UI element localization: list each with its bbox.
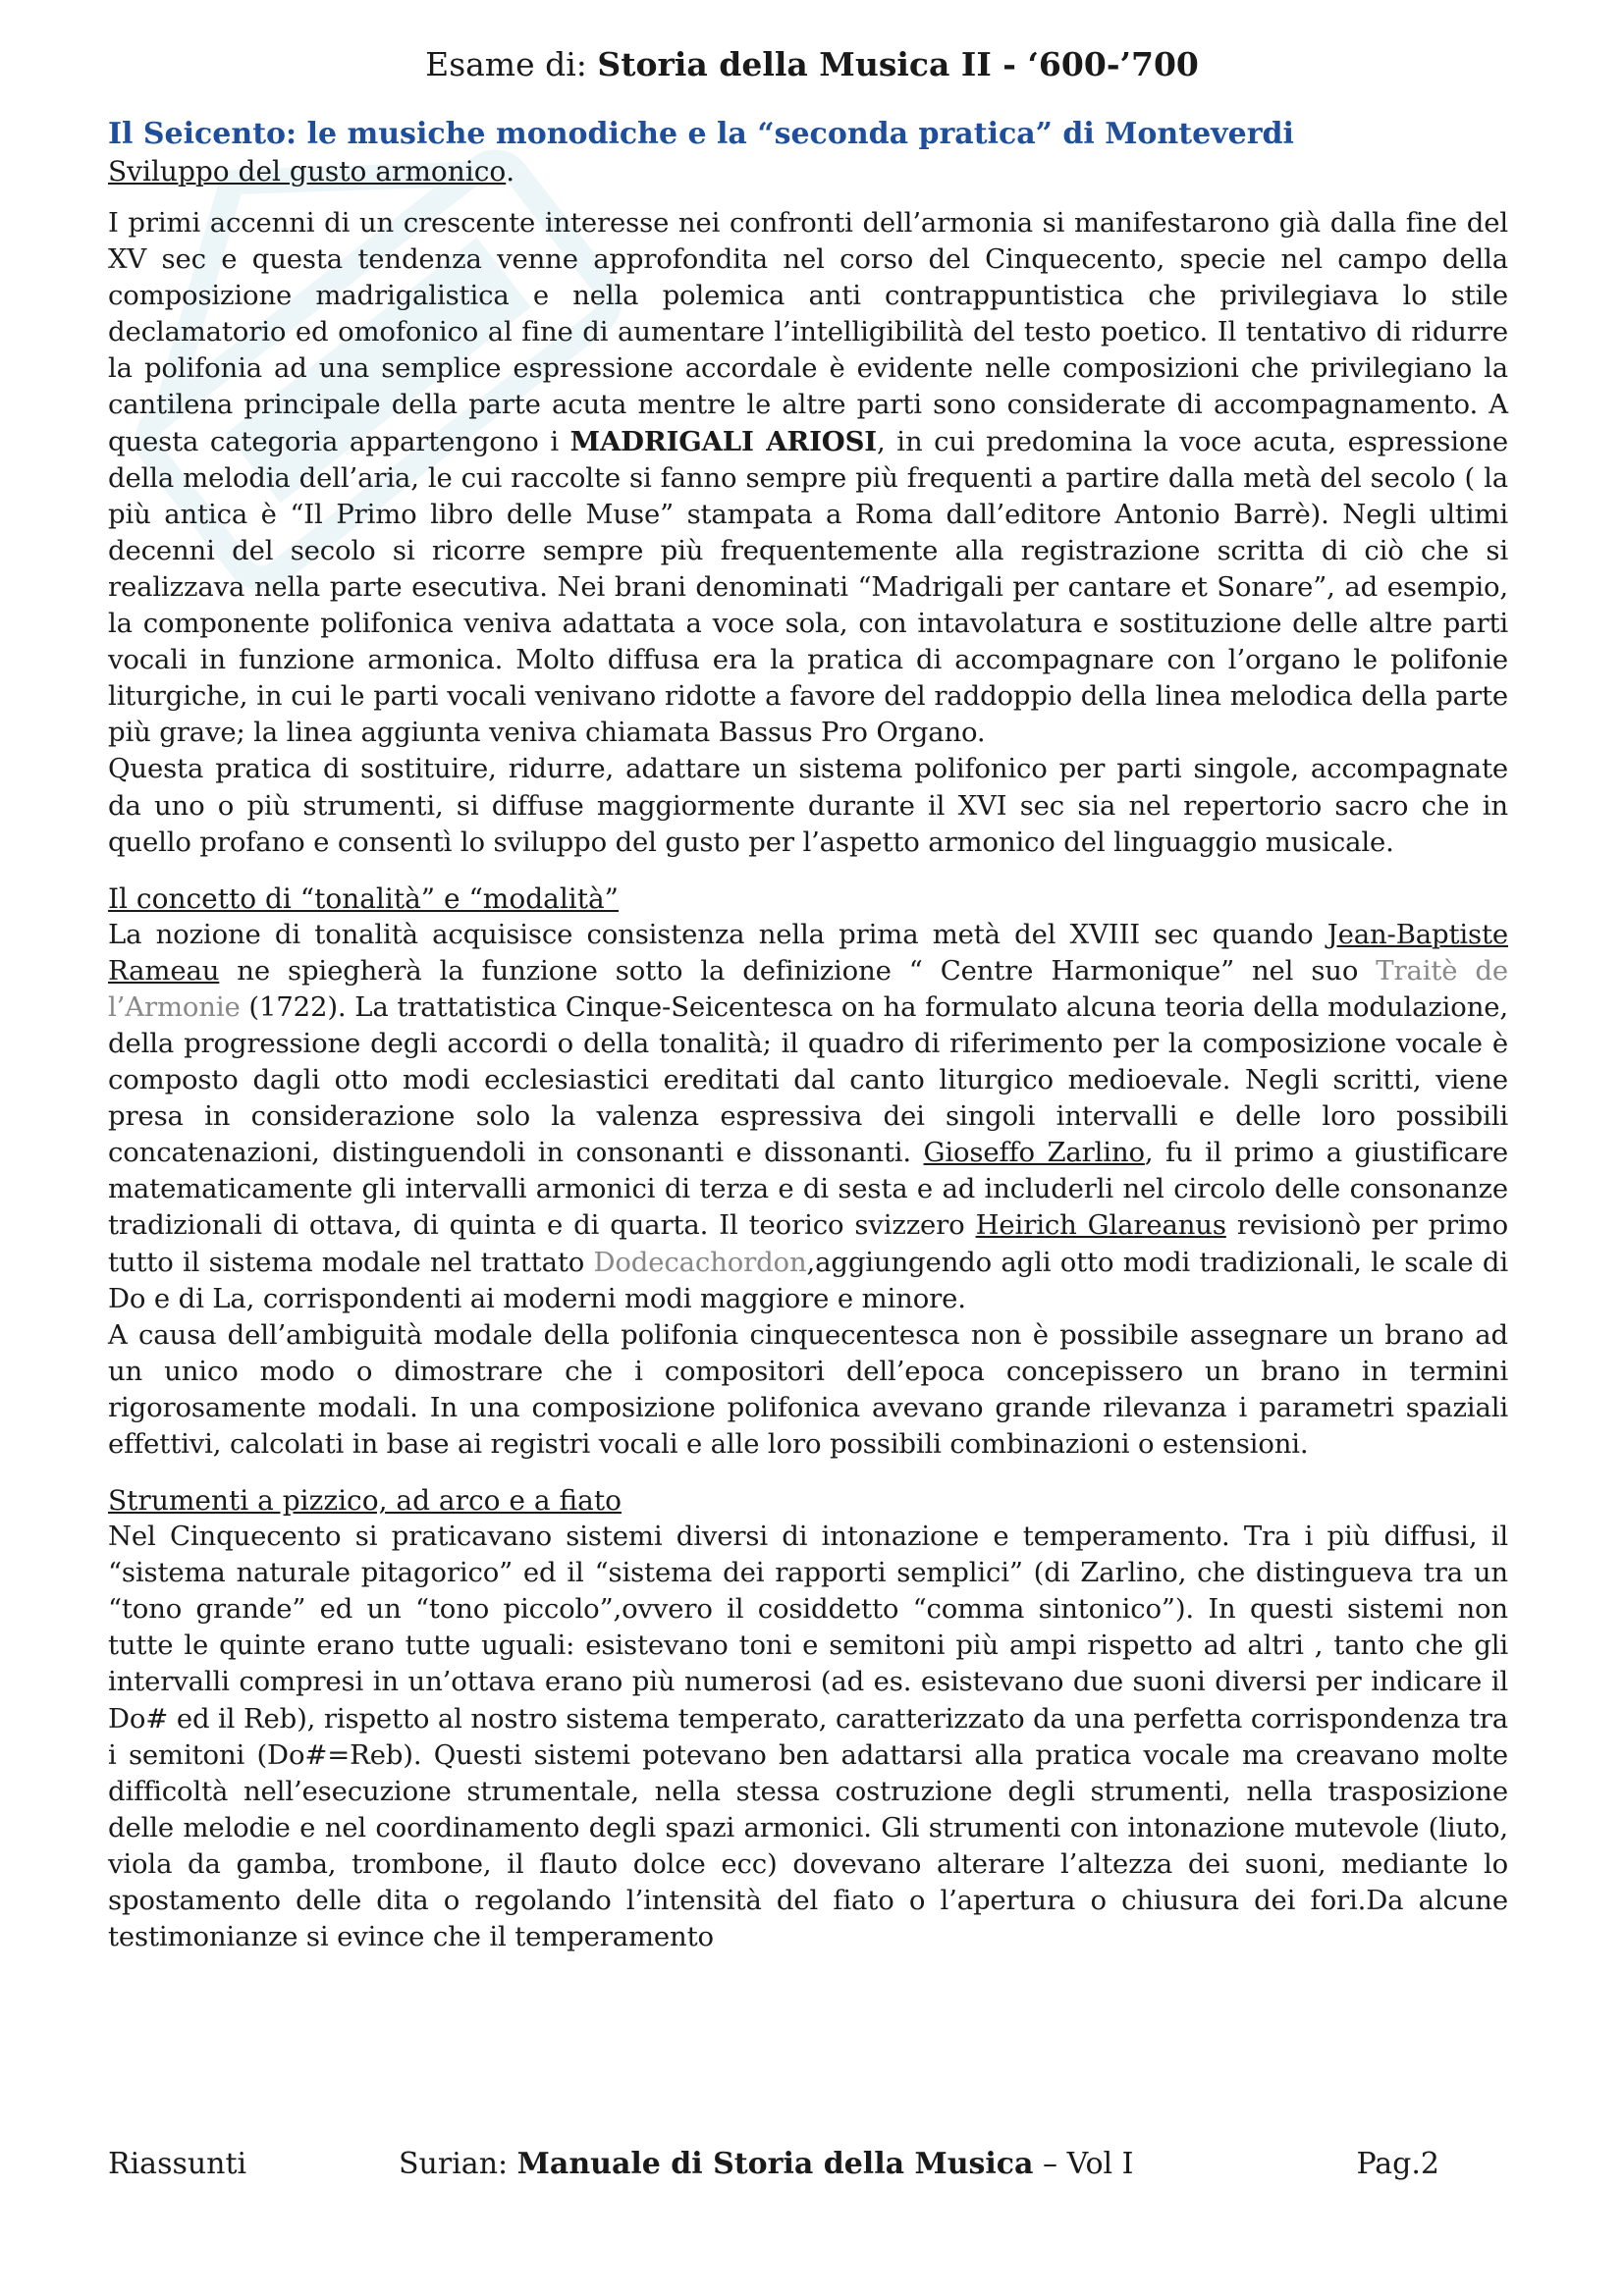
header-prefix: Esame di: (425, 45, 598, 83)
footer-book-title (399, 2143, 1134, 2186)
paragraph-tonalita-1-text-d: , fu il primo a giustificare matematicamente gli intervalli armonici di terza e di sesta e ad includerli nel circolo delle consonanze tradizionali di ottava, di quinta e di quarta. Il teorico svizzero (108, 1137, 1509, 1242)
footer-left-label: Riassunti (108, 2147, 247, 2181)
paragraph-tonalita-1-text-b: ne spiegherà la funzione sotto la definizione “ Centre Harmonique” nel suo (219, 954, 1377, 987)
paragraph-strumenti-1: Nel Cinquecento si praticavano sistemi diversi di intonazione e temperamento. Tra i più diffusi, il “sistema naturale pitagorico” ed il “sistema dei rapporti semplici” (di Zarlino, che distingueva tra un “tono grande” ed un “tono piccolo”,ovvero il cosiddetto “comma sintonico”). In questi sistemi non tutte le quinte erano tutte uguali: esistevano toni e semitoni più ampi rispetto ad altri , tanto che gli intervalli compresi in un’ottava erano più numerosi (ad es. esistevano due suoni diversi per indicare il Do# ed il Reb), rispetto al nostro sistema temperato, caratterizzato da una perfetta corrispondenza tra i semitoni (Do#=Reb). Questi sistemi potevano ben adattarsi alla pratica vocale ma creavano molte difficoltà nell’esecuzione strumentale, nella stessa costruzione degli strumenti, nella trasposizione delle melodie e nel coordinamento degli spazi armonici. Gli strumenti con intonazione mutevole (liuto, viola da gamba, trombone, il flauto dolce ecc) dovevano alterare l’altezza dei suoni, mediante lo spostamento delle dita o regolando l’intensità del fiato o l’apertura o chiusura dei fori.Da alcune testimonianze si evince che il temperamento (108, 1521, 1508, 1953)
document-content (108, 116, 1508, 1955)
paragraph-gusto-1-text-a: I primi accenni di un crescente interesse nei confronti dell’armonia si manifestarono già dalla fine del XV sec e questa tendenza venne approfondita nel corso del Cinquecento, specie nel campo della composizione madrigalistica e nella polemica anti contrappuntistica che privilegiava lo stile declamatorio ed omofonico al fine di aumentare l’intelligibilità del testo poetico. Il tentativo di ridurre la polifonia ad una semplice espressione accordale è evidente nelle composizioni che privilegiano la cantilena principale della parte acuta mentre le altre parti sono considerate di accompagnamento. A questa categoria appartengono i (108, 207, 1508, 457)
page-header (0, 43, 1624, 86)
paragraph-gusto-1 (108, 205, 1508, 751)
link-gioseffo-zarlino[interactable]: Gioseffo Zarlino (923, 1137, 1145, 1169)
page-title: Il Seicento: le musiche monodiche e la “seconda pratica” di Monteverdi (108, 117, 1294, 151)
dodecachordon-title: Dodecachordon (593, 1246, 807, 1278)
madrigali-ariosi-term: MADRIGALI ARIOSI (569, 425, 878, 457)
paragraph-tonalita-1-text-c: (1722). La trattatistica Cinque-Seicentesca on ha formulato alcuna teoria della modulazione, della progressione degli accordi o della tonalità; il quadro di riferimento per la composizione vocale è composto dagli otto modi ecclesiastici ereditati dal canto liturgico medioevale. Negli scritti, viene presa in considerazione solo la valenza espressiva dei singoli intervalli e delle loro possibili concatenazioni, distinguendoli in consonanti e dissonanti. (108, 990, 1508, 1169)
footer-volume: – Vol I (1033, 2147, 1134, 2181)
paragraph-tonalita-1-text-f: ,aggiungendo agli otto modi tradizionali, le scale di Do e di La, corrispondenti ai moderni modi maggiore e minore. (108, 1246, 1508, 1314)
paragraph-gusto-2: Questa pratica di sostituire, ridurre, adattare un sistema polifonico per parti singole, accompagnate da uno o più strumenti, si diffuse maggiormente durante il XVI sec sia nel repertorio sacro che in quello profano e consentì lo sviluppo del gusto per l’aspetto armonico del linguaggio musicale. (108, 753, 1508, 858)
link-heirich-glareanus[interactable]: Heirich Glareanus (975, 1209, 1226, 1242)
paragraph-tonalita-1 (108, 917, 1508, 1317)
footer-manual-title: Manuale di Storia della Musica (516, 2147, 1034, 2181)
paragraph-tonalita-1-text-a: La nozione di tonalità acquisisce consistenza nella prima metà del XVIII sec quando (108, 918, 1327, 950)
footer-author: Surian: (399, 2147, 517, 2181)
page-footer (108, 2143, 1508, 2186)
paragraph-tonalita-1-text-e: revisionò per primo tutto il sistema modale nel trattato (108, 1209, 1508, 1278)
traite-de-larmonie-title: Traitè de l’Armonie (108, 954, 1508, 1023)
section-heading-gusto-period: . (506, 155, 515, 187)
link-jean-baptiste-rameau[interactable]: Jean-Baptiste Rameau (108, 918, 1508, 987)
header-course: Storia della Musica II - ‘600-’700 (597, 45, 1199, 83)
paragraph-gusto-1-text-b: , in cui predomina la voce acuta, espressione della melodia dell’aria, le cui raccolte si fanno sempre più frequenti a partire dalla metà del secolo ( la più antica è “Il Primo libro delle Muse” stampata a Roma dall’editore Antonio Barrè). Negli ultimi decenni del secolo si ricorre sempre più frequentemente alla registrazione scritta di ciò che si realizzava nella parte esecutiva. Nei brani denominati “Madrigali per cantare et Sonare”, ad esempio, la componente polifonica veniva adattata a voce sola, con intavolatura e sostituzione delle altre parti vocali in funzione armonica. Molto diffusa era la pratica di accompagnare con l’organo le polifonie liturgiche, in cui le parti vocali venivano ridotte a favore del raddoppio della linea melodica della parte più grave; la linea aggiunta veniva chiamata Bassus Pro Organo. (108, 425, 1508, 749)
section-heading-tonalita: Il concetto di “tonalità” e “modalità” (108, 881, 619, 915)
section-heading-gusto (108, 153, 506, 189)
section-heading-gusto-text: Sviluppo del gusto armonico (108, 155, 507, 187)
section-heading-strumenti: Strumenti a pizzico, ad arco e a fiato (108, 1484, 622, 1518)
paragraph-tonalita-2: A causa dell’ambiguità modale della polifonia cinquecentesca non è possibile assegnare un brano ad un unico modo o dimostrare che i compositori dell’epoca concepissero un brano in termini rigorosamente modali. In una composizione polifonica avevano grande rilevanza i parametri spaziali effettivi, calcolati in base ai registri vocali e alle loro possibili combinazioni o estensioni. (108, 1318, 1508, 1460)
page-number: Pag.2 (1356, 2147, 1439, 2181)
